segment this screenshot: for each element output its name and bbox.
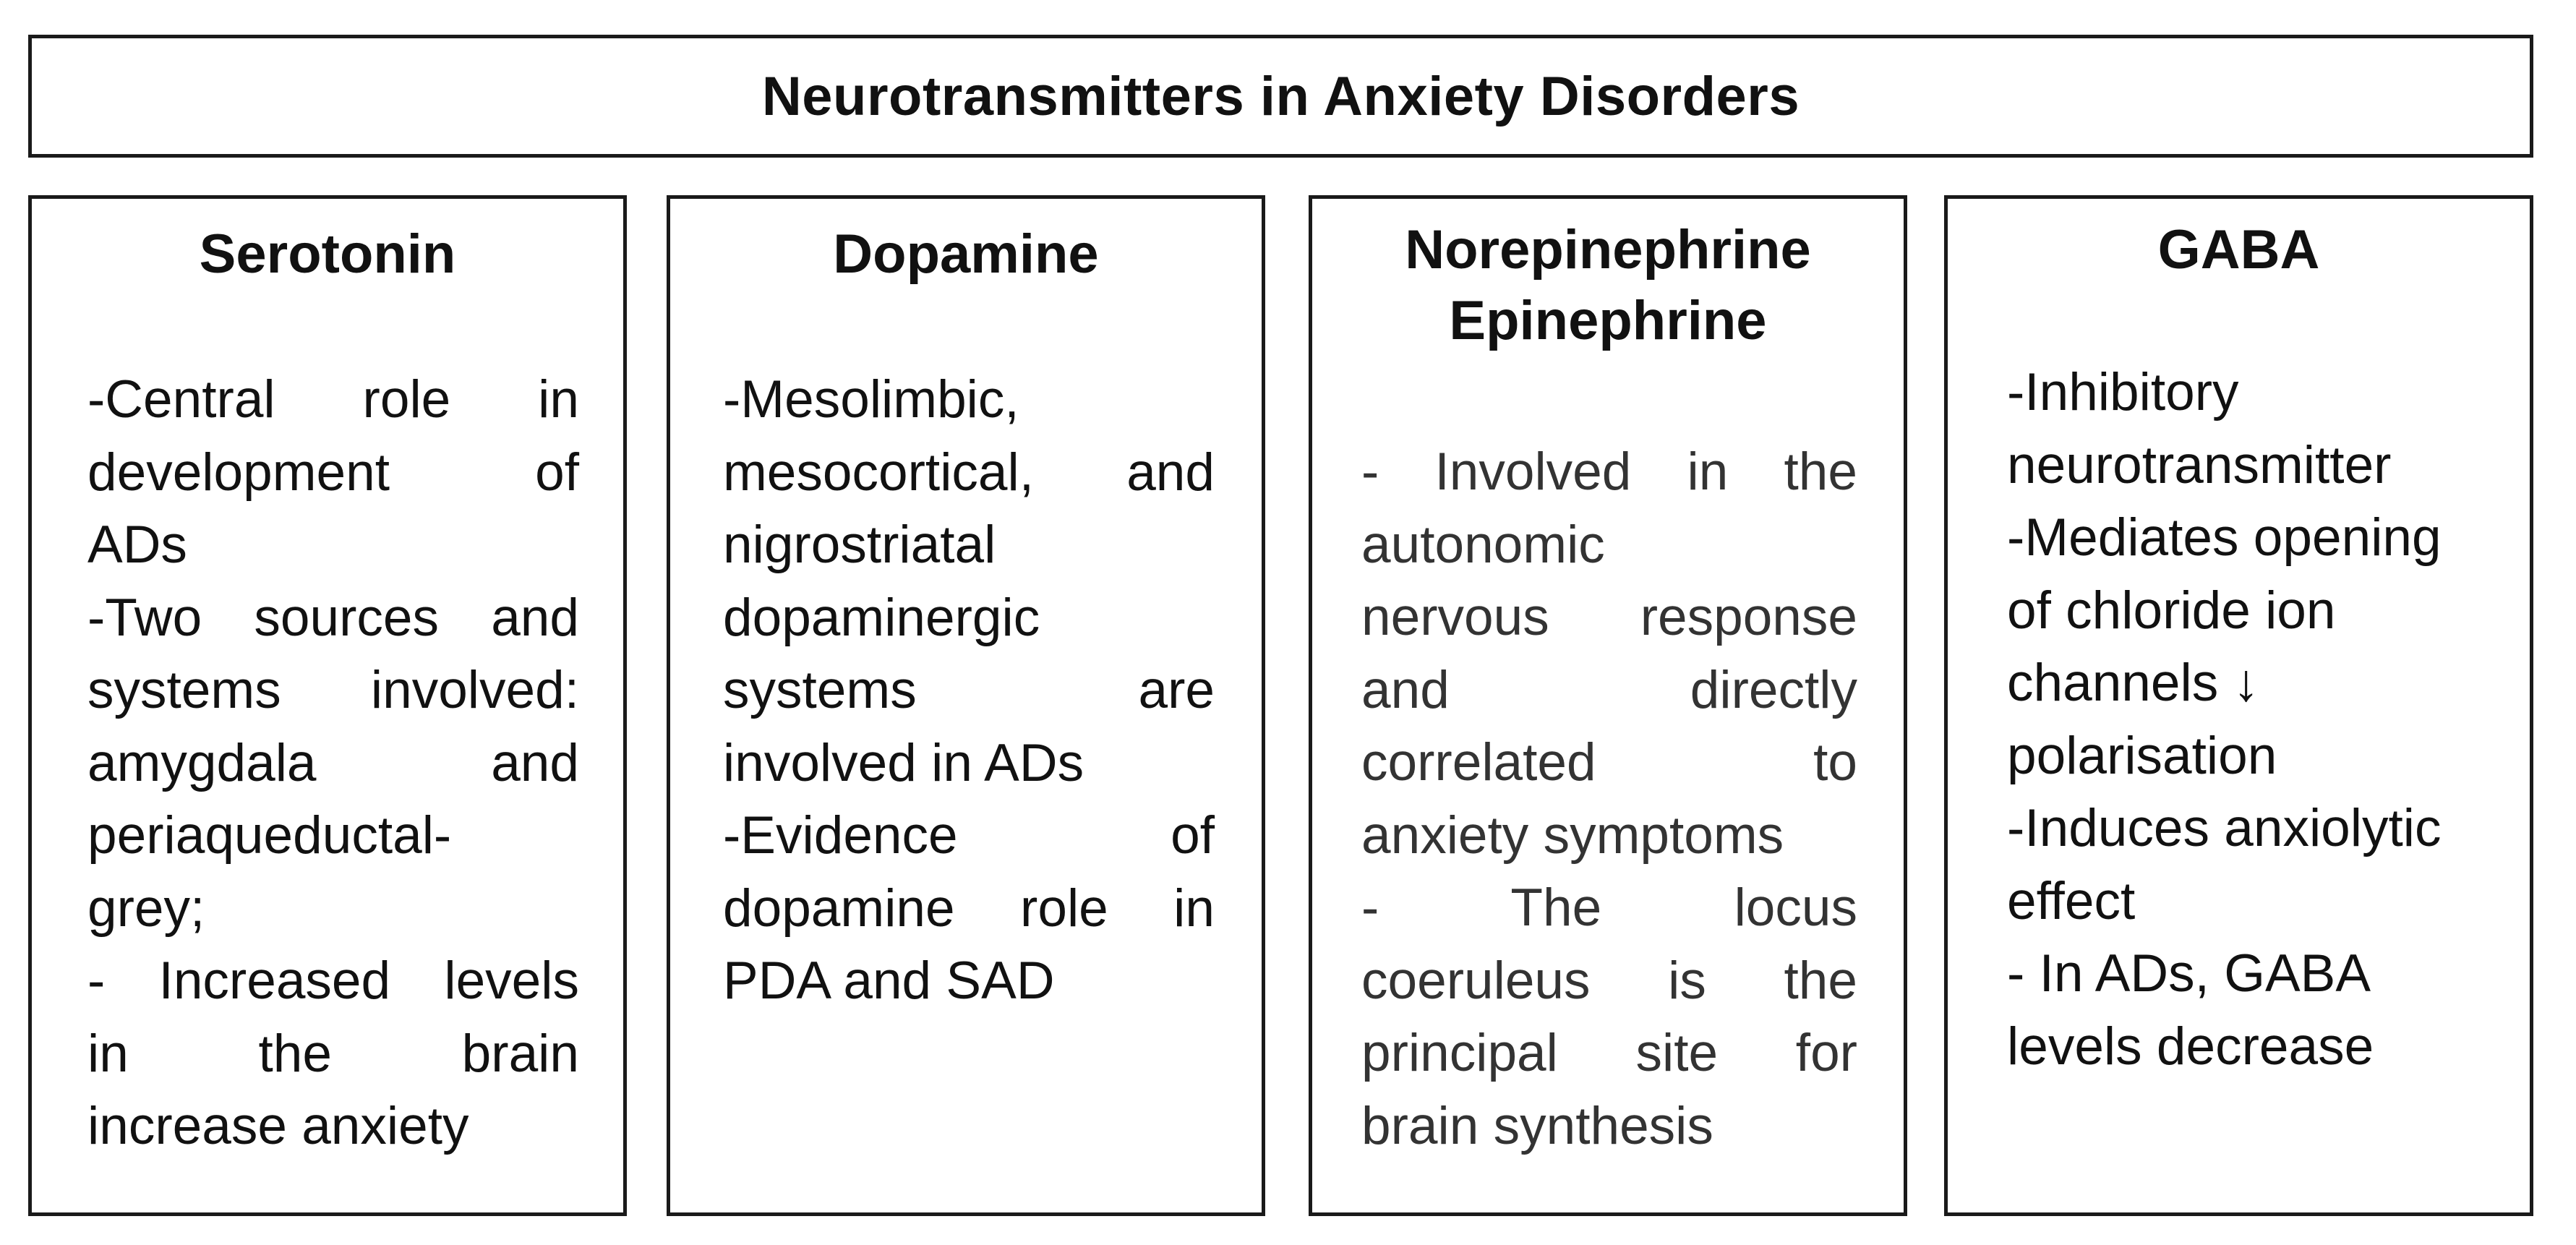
gaba-line: -Mediates opening [2007, 508, 2442, 567]
dopamine-line: mesocortical, and [723, 442, 1215, 502]
serotonin-line: -Two sources and [87, 588, 579, 647]
serotonin-description [87, 364, 579, 1163]
gaba-line: -Inhibitory [2007, 363, 2239, 422]
dopamine-heading [670, 219, 1262, 290]
gaba-line: channels ↓ [2007, 654, 2259, 712]
dopamine-line: systems are [723, 661, 1215, 719]
dopamine-line: PDA and SAD [723, 951, 1055, 1010]
dopamine-line: dopamine role in [723, 878, 1215, 938]
diagram-title: Neurotransmitters in Anxiety Disorders [761, 65, 1800, 127]
serotonin-line: increase anxiety [87, 1097, 469, 1155]
gaba-line: - In ADs, GABA [2007, 944, 2371, 1003]
norepinephrine-line: - Involved in the [1361, 442, 1857, 501]
serotonin-line: periaqueductal- [87, 806, 452, 865]
norepinephrine-line: coeruleus is the [1361, 951, 1857, 1010]
norepinephrine-line: correlated to [1361, 733, 1857, 792]
gaba-line: of chloride ion [2007, 581, 2336, 640]
gaba-line: levels decrease [2007, 1017, 2374, 1076]
serotonin-line: -Central role in [87, 370, 579, 429]
norepinephrine-line: nervous response [1361, 588, 1857, 646]
dopamine-line: dopaminergic [723, 588, 1040, 647]
gaba-line: effect [2007, 871, 2136, 930]
gaba-line: -Induces anxiolytic [2007, 799, 2442, 857]
serotonin-line: grey; [87, 878, 205, 938]
dopamine-line: involved in ADs [723, 733, 1084, 792]
norepinephrine-heading [1312, 215, 1904, 356]
gaba-heading [1948, 215, 2530, 286]
norepinephrine-line: autonomic [1361, 515, 1605, 574]
serotonin-heading-line: Serotonin [199, 223, 456, 285]
norepinephrine-line: and directly [1361, 660, 1857, 719]
serotonin-line: - Increased levels [87, 951, 579, 1010]
diagram-title-box [28, 35, 2533, 158]
serotonin-line: systems involved: [87, 661, 579, 719]
serotonin-heading [32, 219, 623, 290]
serotonin-line: amygdala and [87, 733, 579, 792]
norepinephrine-box [1309, 195, 1907, 1216]
dopamine-line: -Evidence of [723, 806, 1215, 865]
epinephrine-heading-line: Epinephrine [1449, 290, 1767, 351]
serotonin-line: ADs [87, 515, 187, 574]
dopamine-line: nigrostriatal [723, 515, 996, 574]
norepinephrine-description [1361, 436, 1857, 1163]
gaba-line: polarisation [2007, 726, 2277, 785]
norepinephrine-line: - The locus [1361, 878, 1857, 937]
serotonin-line: in the brain [87, 1024, 579, 1083]
norepinephrine-line: principal site for [1361, 1024, 1857, 1082]
dopamine-heading-line: Dopamine [833, 223, 1099, 285]
norepinephrine-line: anxiety symptoms [1361, 805, 1784, 865]
gaba-heading-line: GABA [2157, 219, 2320, 281]
gaba-box [1944, 195, 2533, 1216]
dopamine-box [667, 195, 1265, 1216]
norepinephrine-line: brain synthesis [1361, 1096, 1713, 1155]
dopamine-description [723, 364, 1215, 1018]
gaba-line: neurotransmitter [2007, 435, 2392, 495]
gaba-description [2007, 356, 2513, 1083]
serotonin-line: development of [87, 442, 579, 502]
norepinephrine-heading-line: Norepinephrine [1405, 219, 1811, 281]
serotonin-box [28, 195, 627, 1216]
dopamine-line: -Mesolimbic, [723, 370, 1019, 429]
